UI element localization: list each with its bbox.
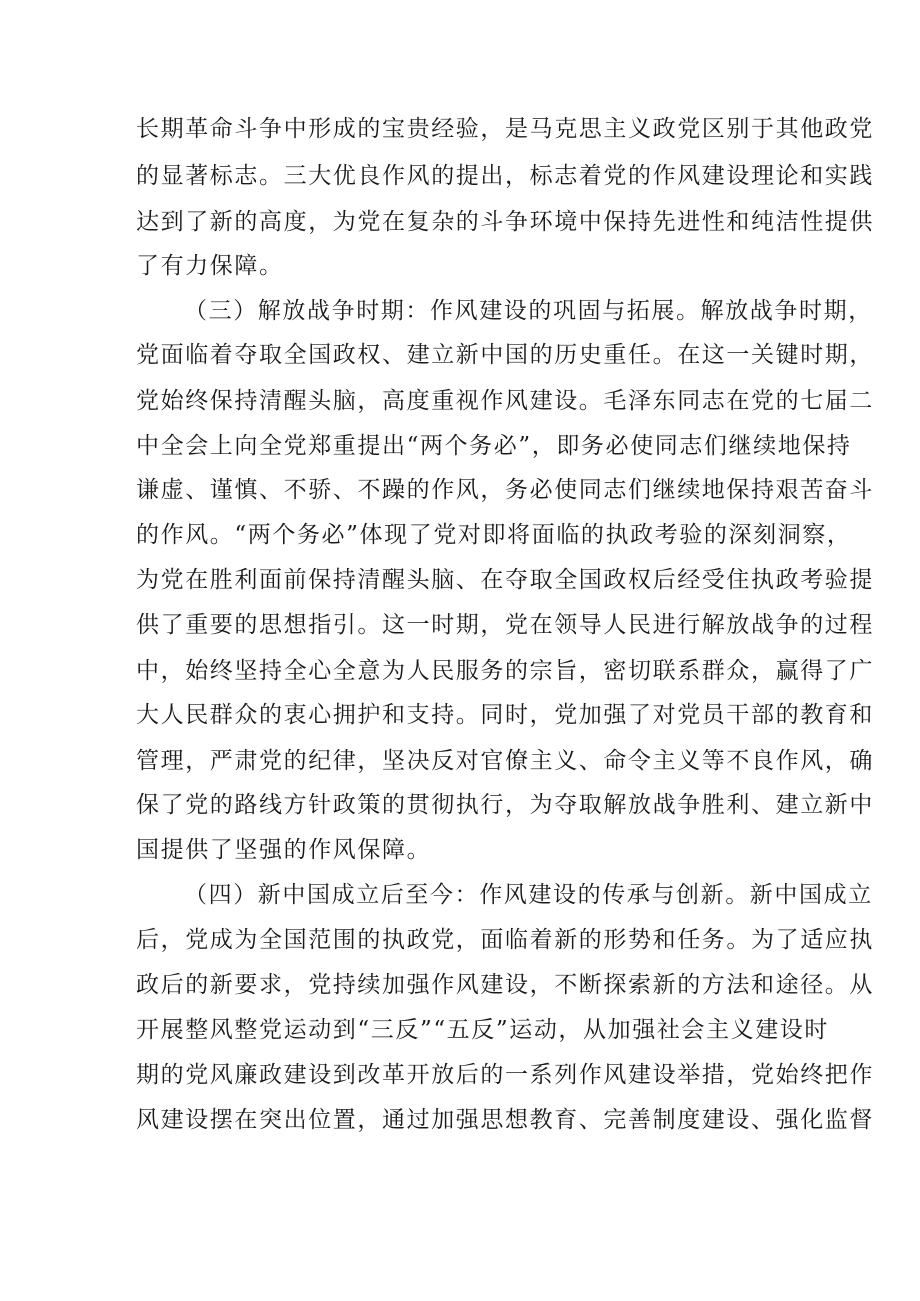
paragraph-2-line-5: 谦虚、谨慎、不骄、不躁的作风，务必使同志们继续地保持艰苦奋斗 bbox=[136, 477, 874, 503]
paragraph-3-line-4: 开展整风整党运动到“三反”“五反”运动，从加强社会主义建设时 bbox=[136, 1017, 830, 1043]
paragraph-1-line-3: 达到了新的高度，为党在复杂的斗争环境中保持先进性和纯洁性提供 bbox=[136, 209, 874, 235]
paragraph-1-line-4: 了有力保障。 bbox=[136, 253, 284, 279]
paragraph-1-line-2: 的显著标志。三大优良作风的提出，标志着党的作风建设理论和实践 bbox=[136, 163, 874, 189]
paragraph-2-line-9: 中，始终坚持全心全意为人民服务的宗旨，密切联系群众，赢得了广 bbox=[136, 658, 874, 684]
paragraph-2-line-3: 党始终保持清醒头脑，高度重视作风建设。毛泽东同志在党的七届二 bbox=[136, 388, 874, 414]
paragraph-2-line-4: 中全会上向全党郑重提出“两个务必”，即务必使同志们继续地保持 bbox=[136, 433, 852, 459]
paragraph-3-line-3: 政后的新要求，党持续加强作风建设，不断探索新的方法和途径。从 bbox=[136, 972, 874, 998]
paragraph-2-line-8: 供了重要的思想指引。这一时期，党在领导人民进行解放战争的过程 bbox=[136, 612, 874, 638]
paragraph-2-line-13: 国提供了坚强的作风保障。 bbox=[136, 837, 432, 863]
paragraph-3-line-5: 期的党风廉政建设到改革开放后的一系列作风建设举措，党始终把作 bbox=[136, 1062, 874, 1088]
paragraph-3-line-2: 后，党成为全国范围的执政党，面临着新的形势和任务。为了适应执 bbox=[136, 927, 874, 953]
paragraph-1-line-1: 长期革命斗争中形成的宝贵经验，是马克思主义政党区别于其他政党 bbox=[136, 116, 874, 142]
paragraph-2-line-10: 大人民群众的衷心拥护和支持。同时，党加强了对党员干部的教育和 bbox=[136, 702, 874, 728]
paragraph-2-line-2: 党面临着夺取全国政权、建立新中国的历史重任。在这一关键时期， bbox=[136, 342, 874, 368]
paragraph-2-line-1: （三）解放战争时期：作风建设的巩固与拓展。解放战争时期， bbox=[184, 298, 873, 324]
paragraph-2-line-6: 的作风。“两个务必”体现了党对即将面临的执政考验的深刻洞察， bbox=[136, 522, 852, 548]
paragraph-3-line-6: 风建设摆在突出位置，通过加强思想教育、完善制度建设、强化监督 bbox=[136, 1107, 874, 1133]
paragraph-2-line-11: 管理，严肃党的纪律，坚决反对官僚主义、命令主义等不良作风，确 bbox=[136, 748, 874, 774]
paragraph-2-line-7: 为党在胜利面前保持清醒头脑、在夺取全国政权后经受住执政考验提 bbox=[136, 567, 874, 593]
paragraph-3-line-1: （四）新中国成立后至今：作风建设的传承与创新。新中国成立 bbox=[184, 882, 873, 908]
paragraph-2-line-12: 保了党的路线方针政策的贯彻执行，为夺取解放战争胜利、建立新中 bbox=[136, 792, 874, 818]
